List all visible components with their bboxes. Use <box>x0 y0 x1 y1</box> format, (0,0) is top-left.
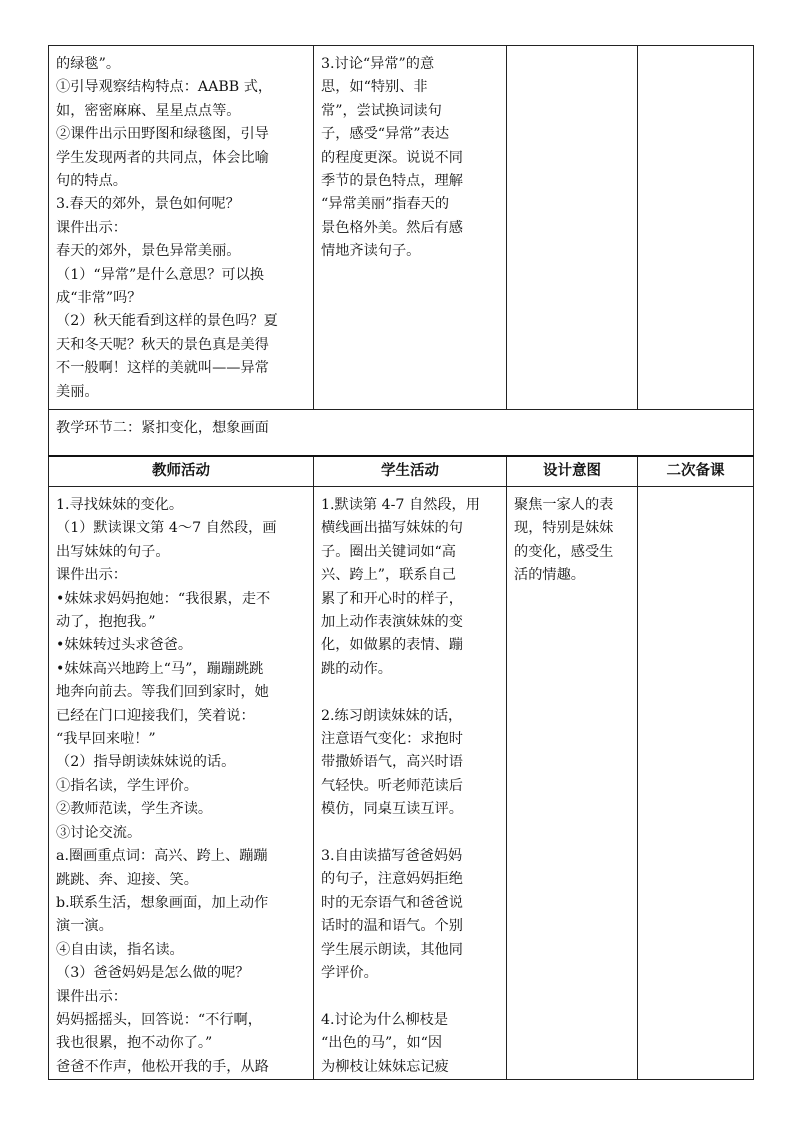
text-line: （1）默读课文第 4～7 自然段，画 <box>56 520 277 537</box>
text-line: 美丽。 <box>56 383 99 400</box>
text-line: 跳的动作。 <box>321 660 392 677</box>
text-line: 地奔向前去。等我们回到家时，她 <box>56 684 269 701</box>
text-line: 出写妹妹的句子。 <box>56 543 170 560</box>
text-line: 的变化，感受生 <box>514 543 614 560</box>
text-line: 演一演。 <box>56 918 113 935</box>
text-line: 学评价。 <box>321 965 378 982</box>
paragraph-gap <box>321 681 499 704</box>
text-line: •妹妹求妈妈抱她：“我很累，走不 <box>56 590 271 607</box>
text-line: 常”，尝试换词读句 <box>321 102 442 119</box>
text-line: 为柳枝让妹妹忘记疲 <box>321 1058 449 1075</box>
text-line: 动了，抱抱我。” <box>56 614 156 631</box>
text-line: 跳跳、奔、迎接、笑。 <box>56 871 198 888</box>
text-line: “我早回来啦！” <box>56 731 156 748</box>
text-line: “出色的马”，如“因 <box>321 1035 443 1052</box>
paragraph-gap <box>321 822 499 845</box>
text-line: ②教师范读，学生齐读。 <box>56 801 213 818</box>
text-line: 学生发现两者的共同点，体会比喻 <box>56 149 269 166</box>
text-line: 现，特别是妹妹 <box>514 520 614 537</box>
student-activity-cell <box>314 487 507 1080</box>
text-line: 4.讨论为什么柳枝是 <box>321 1011 449 1028</box>
text-line: ②课件出示田野图和绿毯图，引导 <box>56 126 269 143</box>
text-line: ①引导观察结构特点：AABB 式， <box>56 79 273 96</box>
text-line: 景色格外美。然后有感 <box>321 219 463 236</box>
text-line: 春天的郊外，景色异常美丽。 <box>56 243 241 260</box>
text-line: 情地齐读句子。 <box>321 243 421 260</box>
text-line: 兴、跨上”，联系自己 <box>321 567 456 584</box>
text-line: ③讨论交流。 <box>56 824 142 841</box>
text-line: ①指名读，学生评价。 <box>56 777 198 794</box>
header-design-intent: 设计意图 <box>507 456 638 487</box>
lesson-plan-table <box>48 45 754 1080</box>
text-line: 妈妈摇摇头，回答说：“不行啊， <box>56 1011 262 1028</box>
text-line: （2）秋天能看到这样的景色吗？夏 <box>56 313 278 330</box>
text-line: •妹妹转过头求爸爸。 <box>56 637 193 654</box>
teacher-activity-cell <box>49 487 314 1080</box>
text-line: •妹妹高兴地跨上“马”，蹦蹦跳跳 <box>56 660 264 677</box>
text-line: 季节的景色特点，理解 <box>321 173 463 190</box>
text-line: 时的无奈语气和爸爸说 <box>321 894 463 911</box>
text-line: 句的特点。 <box>56 173 127 190</box>
text-line: 活的情趣。 <box>514 567 585 584</box>
text-line: 注意语气变化：求抱时 <box>321 731 463 748</box>
text-line: 已经在门口迎接我们，笑着说： <box>56 707 255 724</box>
text-line: 子，感受“异常”表达 <box>321 126 450 143</box>
text-line: 3.讨论“异常”的意 <box>321 56 435 72</box>
text-line: 聚焦一家人的表 <box>514 497 614 513</box>
text-line: 课件出示： <box>56 567 127 584</box>
text-line: 成“非常”吗？ <box>56 290 142 307</box>
text-line: 的程度更深。说说不同 <box>321 149 463 166</box>
text-line: （2）指导朗读妹妹说的话。 <box>56 754 236 771</box>
text-line: 化，如做累的表情、蹦 <box>321 637 463 654</box>
paragraph-gap <box>321 986 499 1009</box>
text-line: （3）爸爸妈妈是怎么做的呢？ <box>56 965 250 982</box>
text-line: 3.自由读描写爸爸妈妈 <box>321 848 463 865</box>
student-activity-cell-continued <box>314 46 507 410</box>
header-teacher-activity: 教师活动 <box>49 456 314 487</box>
text-line: 气轻快。听老师范读后 <box>321 777 463 794</box>
text-line: 爸爸不作声，他松开我的手，从路 <box>56 1058 269 1075</box>
continued-row <box>49 46 754 410</box>
text-line: 累了和开心时的样子， <box>321 590 463 607</box>
text-line: 1.默读第 4-7 自然段，用 <box>321 497 480 513</box>
design-intent-cell <box>507 487 638 1080</box>
second-prep-cell <box>638 487 754 1080</box>
text-line: ④自由读，指名读。 <box>56 941 184 958</box>
text-line: 不一般啊！这样的美就叫——异常 <box>56 360 269 377</box>
text-line: 如，密密麻麻、星星点点等。 <box>56 102 241 119</box>
main-row <box>49 487 754 1080</box>
text-line: 课件出示： <box>56 988 127 1005</box>
text-line: 话时的温和语气。个别 <box>321 918 463 935</box>
text-line: 模仿，同桌互读互评。 <box>321 801 463 818</box>
text-line: 子。圈出关键词如“高 <box>321 543 456 560</box>
text-line: “异常美丽”指春天的 <box>321 196 450 213</box>
section-row <box>49 410 754 457</box>
section-title: 教学环节二：紧扣变化，想象画面 <box>49 410 754 457</box>
text-line: 天和冬天呢？秋天的景色真是美得 <box>56 336 269 353</box>
text-line: 思，如“特别、非 <box>321 79 428 96</box>
design-intent-cell-continued <box>507 46 638 410</box>
text-line: 3.春天的郊外，景色如何呢？ <box>56 196 240 213</box>
text-line: 的句子，注意妈妈拒绝 <box>321 871 463 888</box>
text-line: 学生展示朗读，其他同 <box>321 941 463 958</box>
header-student-activity: 学生活动 <box>314 456 507 487</box>
text-line: 的绿毯”。 <box>56 56 121 72</box>
teacher-activity-cell-continued <box>49 46 314 410</box>
text-line: 2.练习朗读妹妹的话， <box>321 707 463 724</box>
text-line: 带撒娇语气，高兴时语 <box>321 754 463 771</box>
text-line: a.圈画重点词：高兴、跨上、蹦蹦 <box>56 848 268 865</box>
text-line: 我也很累，抱不动你了。” <box>56 1035 213 1052</box>
text-line: 横线画出描写妹妹的句 <box>321 520 463 537</box>
text-line: 1.寻找妹妹的变化。 <box>56 497 184 513</box>
header-row <box>49 456 754 487</box>
text-line: （1）“异常”是什么意思？可以换 <box>56 266 264 283</box>
second-prep-cell-continued <box>638 46 754 410</box>
text-line: 加上动作表演妹妹的变 <box>321 614 463 631</box>
text-line: b.联系生活，想象画面，加上动作 <box>56 894 269 911</box>
header-second-prep: 二次备课 <box>638 456 754 487</box>
text-line: 课件出示： <box>56 219 127 236</box>
